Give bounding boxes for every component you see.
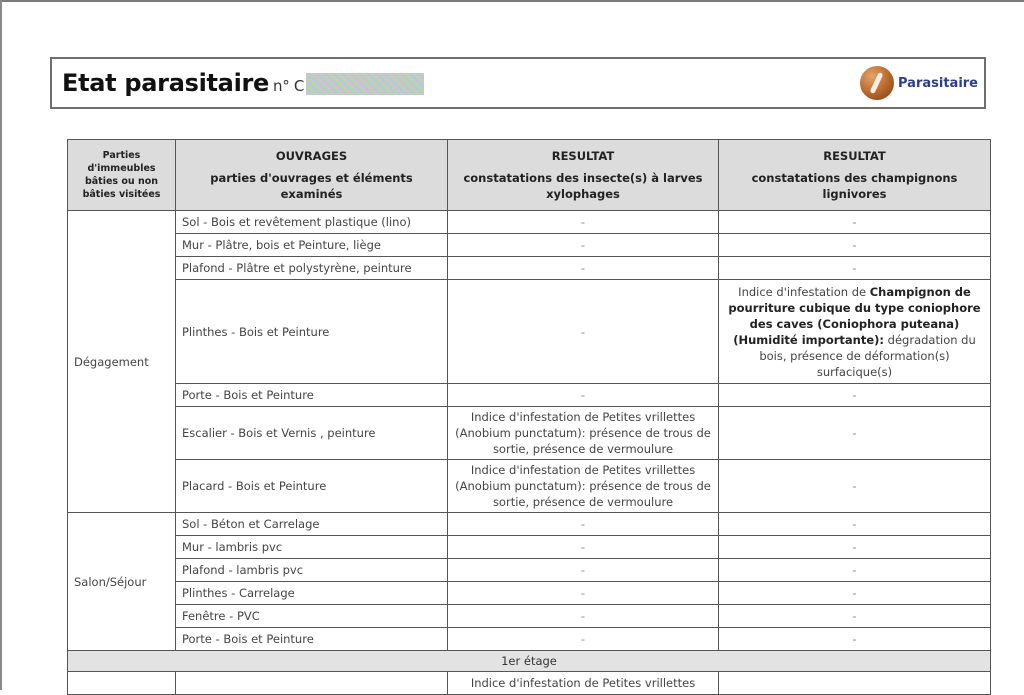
parasite-report-table bbox=[67, 139, 991, 695]
finding-detail: dégradation du bois, présence de déformation(s) surfacique(s) bbox=[759, 332, 976, 379]
insectes-cell: - bbox=[448, 559, 719, 582]
table-header-row bbox=[68, 140, 991, 211]
table-row bbox=[68, 460, 991, 513]
ouvrage-cell bbox=[176, 672, 448, 695]
insectes-cell: - bbox=[448, 211, 719, 234]
table-row bbox=[68, 211, 991, 234]
insectes-cell: Indice d'infestation de Petites vrillettes (Anobium punctatum): présence de trous de sortie, présence de vermoulure bbox=[448, 407, 719, 460]
table-row bbox=[68, 280, 991, 384]
insectes-cell: - bbox=[448, 280, 719, 384]
page-title bbox=[62, 69, 424, 97]
champignons-cell: - bbox=[719, 257, 991, 280]
insectes-cell: - bbox=[448, 384, 719, 407]
header-subtitle: constatations des insecte(s) à larves xylophages bbox=[463, 171, 703, 201]
floor-separator-row bbox=[68, 651, 991, 672]
page-edge bbox=[0, 0, 2, 690]
insectes-cell: - bbox=[448, 536, 719, 559]
champignons-cell: - bbox=[719, 513, 991, 536]
header-title: RESULTAT bbox=[823, 149, 886, 163]
header-subtitle: parties d'ouvrages et éléments examinés bbox=[210, 171, 413, 201]
finding-prefix: Indice d'infestation de bbox=[738, 284, 870, 299]
report-number bbox=[273, 77, 424, 95]
champignons-cell: - bbox=[719, 407, 991, 460]
document-header bbox=[50, 57, 986, 109]
column-header-champignons bbox=[719, 140, 991, 211]
champignons-cell: - bbox=[719, 559, 991, 582]
insectes-cell: - bbox=[448, 605, 719, 628]
insectes-cell: - bbox=[448, 628, 719, 651]
champignons-cell: - bbox=[719, 628, 991, 651]
champignons-cell bbox=[719, 672, 991, 695]
title-text: Etat parasitaire bbox=[62, 69, 270, 97]
info-bug-icon bbox=[860, 66, 894, 100]
champignons-cell bbox=[719, 280, 991, 384]
ouvrage-cell: Plinthes - Bois et Peinture bbox=[176, 280, 448, 384]
champignons-cell: - bbox=[719, 605, 991, 628]
part-cell: Dégagement bbox=[68, 211, 176, 513]
header-subtitle: constatations des champignons lignivores bbox=[751, 171, 958, 201]
table-row bbox=[68, 582, 991, 605]
table-row bbox=[68, 513, 991, 536]
ouvrage-cell: Plafond - Plâtre et polystyrène, peinture bbox=[176, 257, 448, 280]
redacted-number bbox=[306, 73, 424, 95]
header-line: Parties bbox=[102, 150, 141, 161]
column-header-parties bbox=[68, 140, 176, 211]
table-row bbox=[68, 559, 991, 582]
header-title: RESULTAT bbox=[551, 149, 615, 163]
report-number-prefix: n° C bbox=[273, 77, 305, 95]
champignons-cell: - bbox=[719, 384, 991, 407]
header-title: OUVRAGES bbox=[275, 149, 348, 163]
table-row bbox=[68, 407, 991, 460]
page-edge bbox=[0, 0, 1024, 2]
column-header-insectes bbox=[448, 140, 719, 211]
part-cell bbox=[68, 672, 176, 695]
floor-label: 1er étage bbox=[68, 651, 991, 672]
header-line: bâties ou non bbox=[84, 176, 159, 187]
insectes-cell: - bbox=[448, 513, 719, 536]
column-header-ouvrages bbox=[176, 140, 448, 211]
ouvrage-cell: Plafond - lambris pvc bbox=[176, 559, 448, 582]
table-row bbox=[68, 605, 991, 628]
header-line: d'immeubles bbox=[87, 163, 156, 174]
ouvrage-cell: Mur - Plâtre, bois et Peinture, liège bbox=[176, 234, 448, 257]
ouvrage-cell: Placard - Bois et Peinture bbox=[176, 460, 448, 513]
ouvrage-cell: Plinthes - Carrelage bbox=[176, 582, 448, 605]
champignons-cell: - bbox=[719, 536, 991, 559]
champignons-cell: - bbox=[719, 460, 991, 513]
parasitaire-logo bbox=[860, 65, 978, 101]
table-row bbox=[68, 536, 991, 559]
insectes-cell: - bbox=[448, 582, 719, 605]
part-cell: Salon/Séjour bbox=[68, 513, 176, 651]
champignons-cell: - bbox=[719, 211, 991, 234]
champignons-cell: - bbox=[719, 234, 991, 257]
insectes-cell: - bbox=[448, 234, 719, 257]
header-line: bâties visitées bbox=[82, 189, 161, 200]
logo-text: Parasitaire bbox=[898, 75, 978, 91]
table-row bbox=[68, 234, 991, 257]
ouvrage-cell: Porte - Bois et Peinture bbox=[176, 384, 448, 407]
ouvrage-cell: Escalier - Bois et Vernis , peinture bbox=[176, 407, 448, 460]
ouvrage-cell: Porte - Bois et Peinture bbox=[176, 628, 448, 651]
insectes-cell: - bbox=[448, 257, 719, 280]
ouvrage-cell: Fenêtre - PVC bbox=[176, 605, 448, 628]
ouvrage-cell: Sol - Bois et revêtement plastique (lino) bbox=[176, 211, 448, 234]
finding-name: Champignon de pourriture cubique du type coniophore des caves (Coniophora puteana)(Humidité importante): bbox=[728, 284, 981, 347]
table-row bbox=[68, 628, 991, 651]
insectes-cell: Indice d'infestation de Petites vrillettes (Anobium punctatum): présence de trous de sortie, présence de vermoulure bbox=[448, 460, 719, 513]
table-row bbox=[68, 257, 991, 280]
champignons-cell: - bbox=[719, 582, 991, 605]
ouvrage-cell: Mur - lambris pvc bbox=[176, 536, 448, 559]
ouvrage-cell: Sol - Béton et Carrelage bbox=[176, 513, 448, 536]
insectes-cell: Indice d'infestation de Petites vrillettes bbox=[448, 672, 719, 695]
table-row bbox=[68, 384, 991, 407]
table-row bbox=[68, 672, 991, 695]
